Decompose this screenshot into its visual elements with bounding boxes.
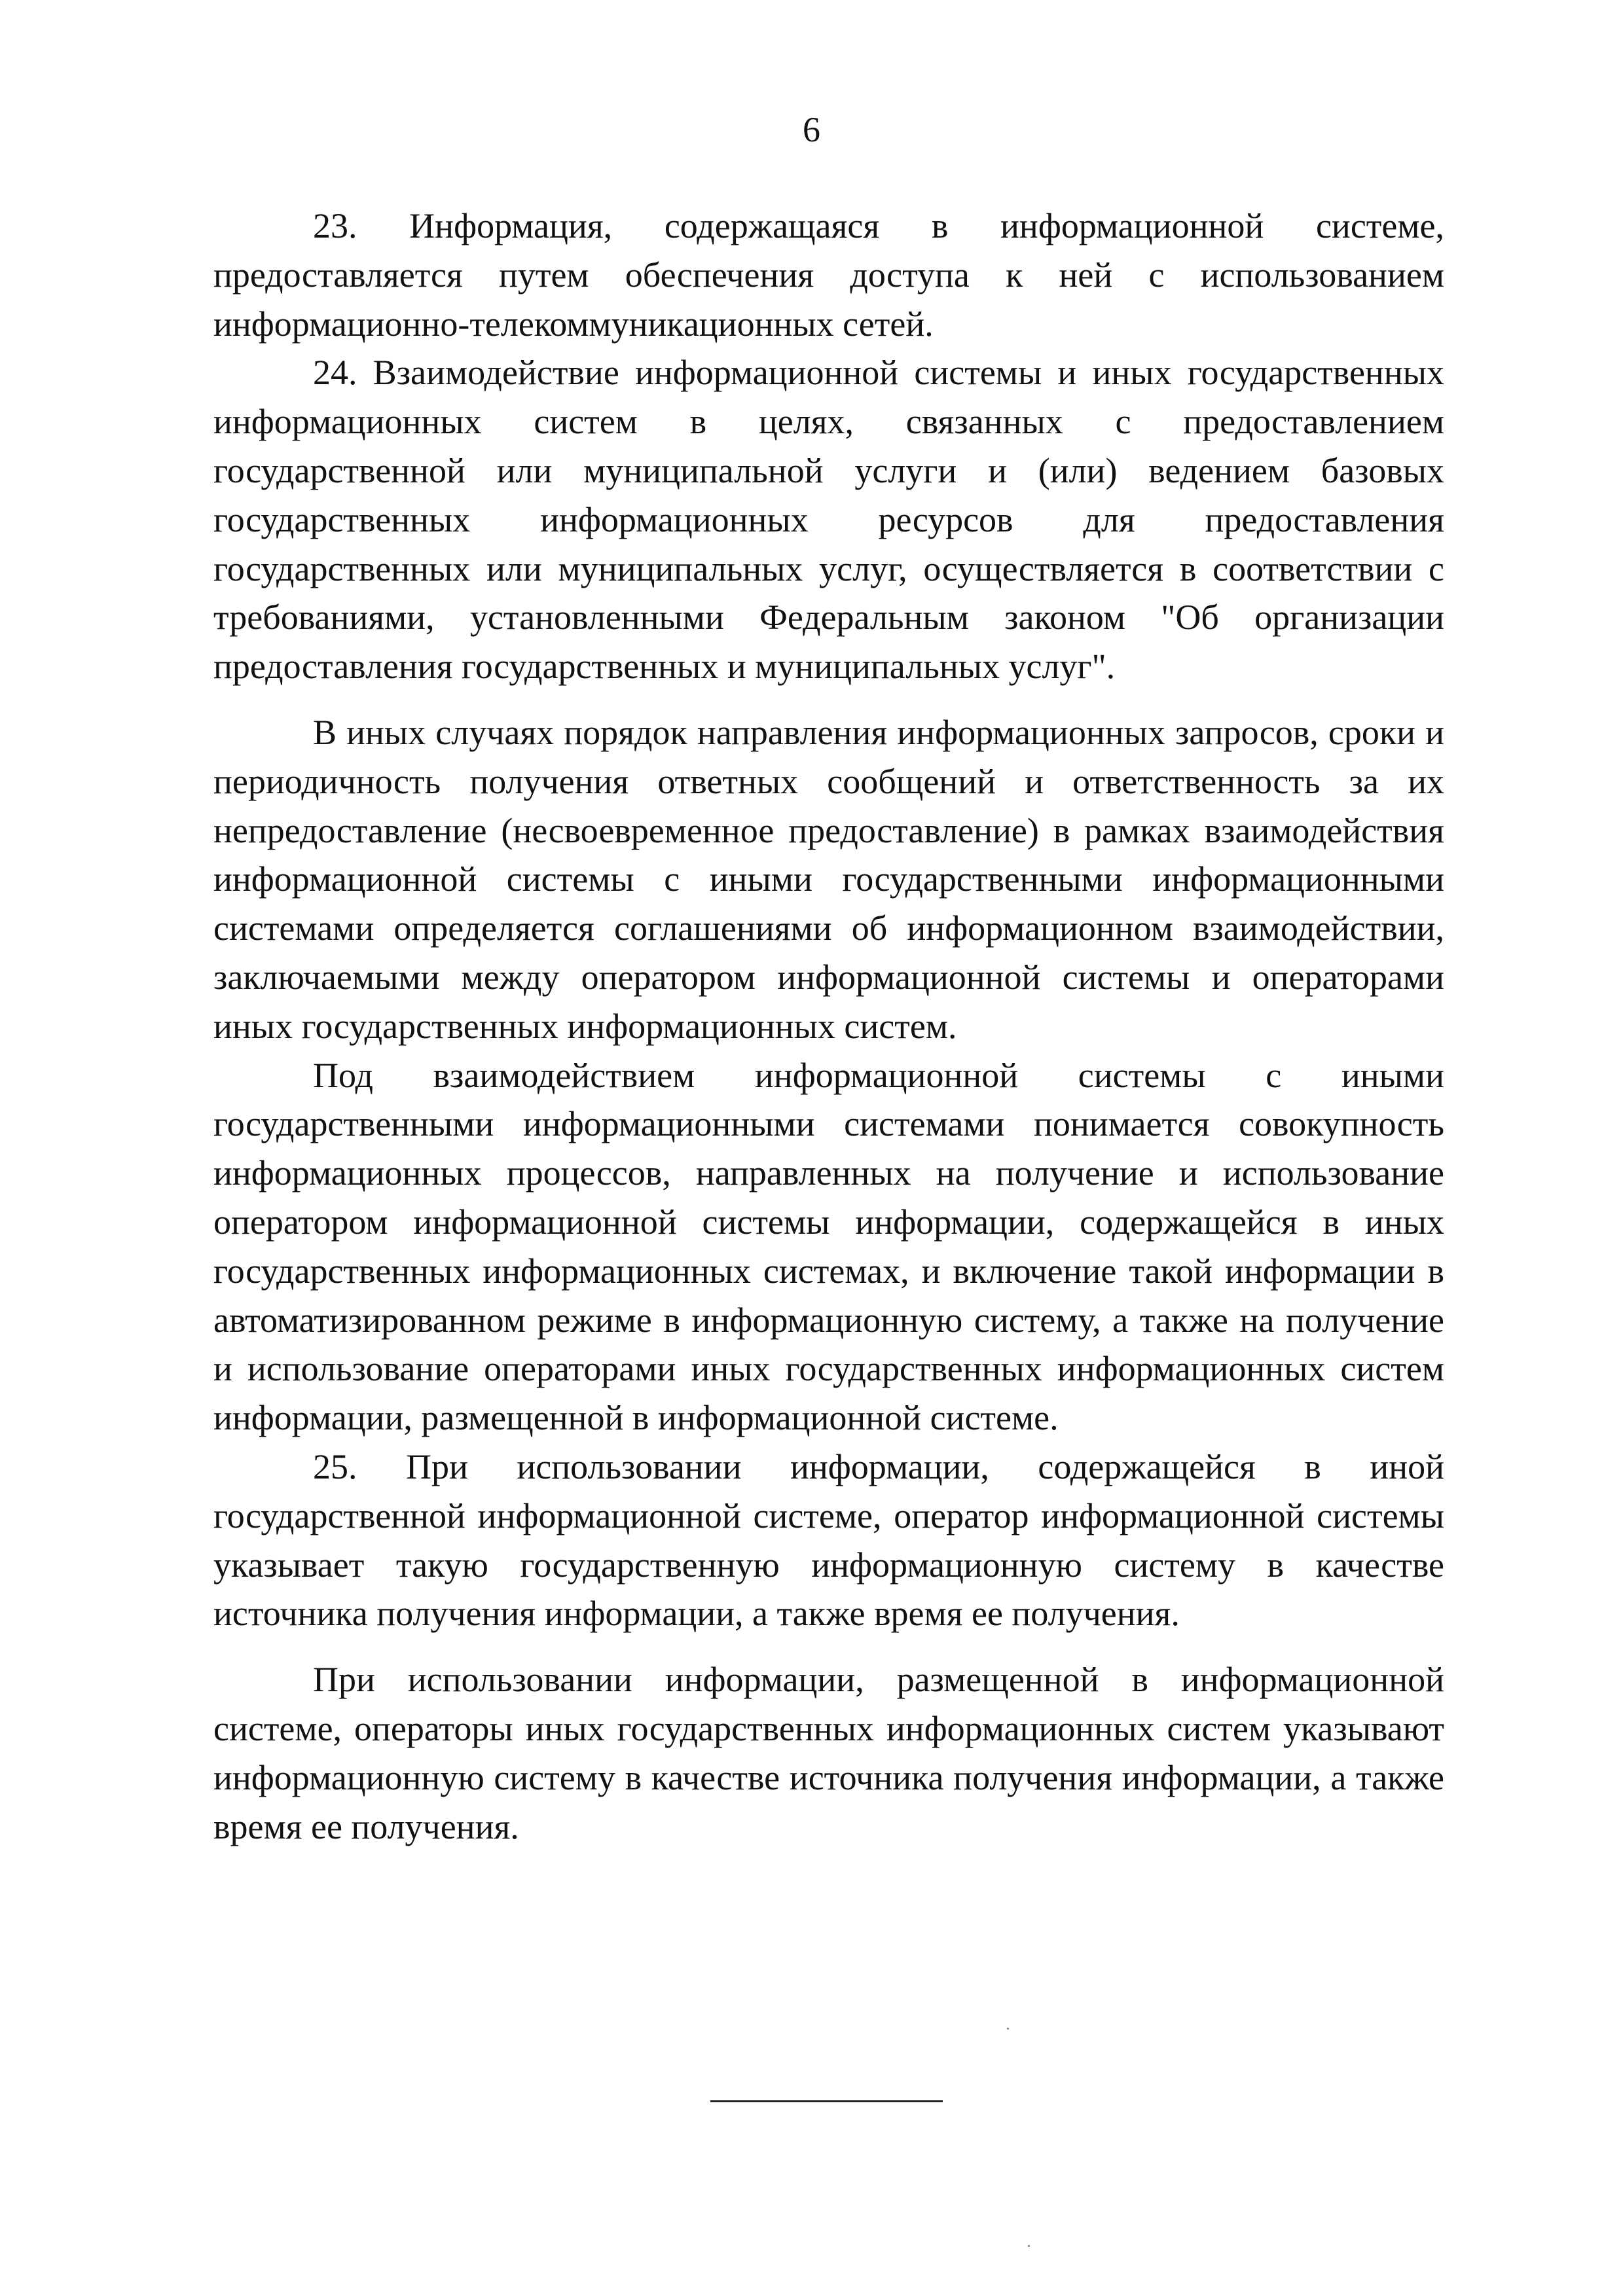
document-body <box>213 202 1444 1851</box>
paragraph-24: 24. Взаимодействие информационной системы и иных государственных информационных систем в целях, связанных с предоставлением государственной или муниципальной услуги и (или) ведением базовых государственных информационных ресурсов для предоставления государственных или муниципальных услуг, осуществляется в соответствии с требованиями, установленными Федеральным законом "Об организации предоставления государственных и муниципальных услуг". <box>213 353 1444 687</box>
paragraph-interaction-definition: Под взаимодействием информационной системы с иными государственными информационными системами понимается совокупность информационных процессов, направленных на получение и использование оператором информационной системы информации, содержащейся в иных государственных информационных системах, и включение такой информации в автоматизированном режиме в информационную систему, а также на получение и использование операторами иных государственных информационных систем информации, размещенной в информационной системе. <box>213 1055 1444 1438</box>
page-number: 6 <box>803 110 820 149</box>
end-of-document-rule <box>710 2100 943 2102</box>
scan-speck <box>1007 2028 1009 2030</box>
paragraph-info-usage: При использовании информации, размещенной в информационной системе, операторы иных государственных информационных систем указывают информационную систему в качестве источника получения информации, а также время ее получения. <box>213 1660 1444 1846</box>
paragraph-other-cases: В иных случаях порядок направления информационных запросов, сроки и периодичность получения ответных сообщений и ответственность за их непредоставление (несвоевременное предоставление) в рамках взаимодействия информационной системы с иными государственными информационными системами определяется соглашениями об информационном взаимодействии, заключаемыми между оператором информационной системы и операторами иных государственных информационных систем. <box>213 712 1444 1046</box>
paragraph-23: 23. Информация, содержащаяся в информационной системе, предоставляется путем обеспечения доступа к ней с использованием информационно-телекоммуникационных сетей. <box>213 206 1444 344</box>
scan-speck <box>1028 2245 1030 2247</box>
paragraph-25: 25. При использовании информации, содержащейся в иной государственной информационной системе, оператор информационной системы указывает такую государственную информационную систему в качестве источника получения информации, а также время ее получения. <box>213 1446 1444 1634</box>
